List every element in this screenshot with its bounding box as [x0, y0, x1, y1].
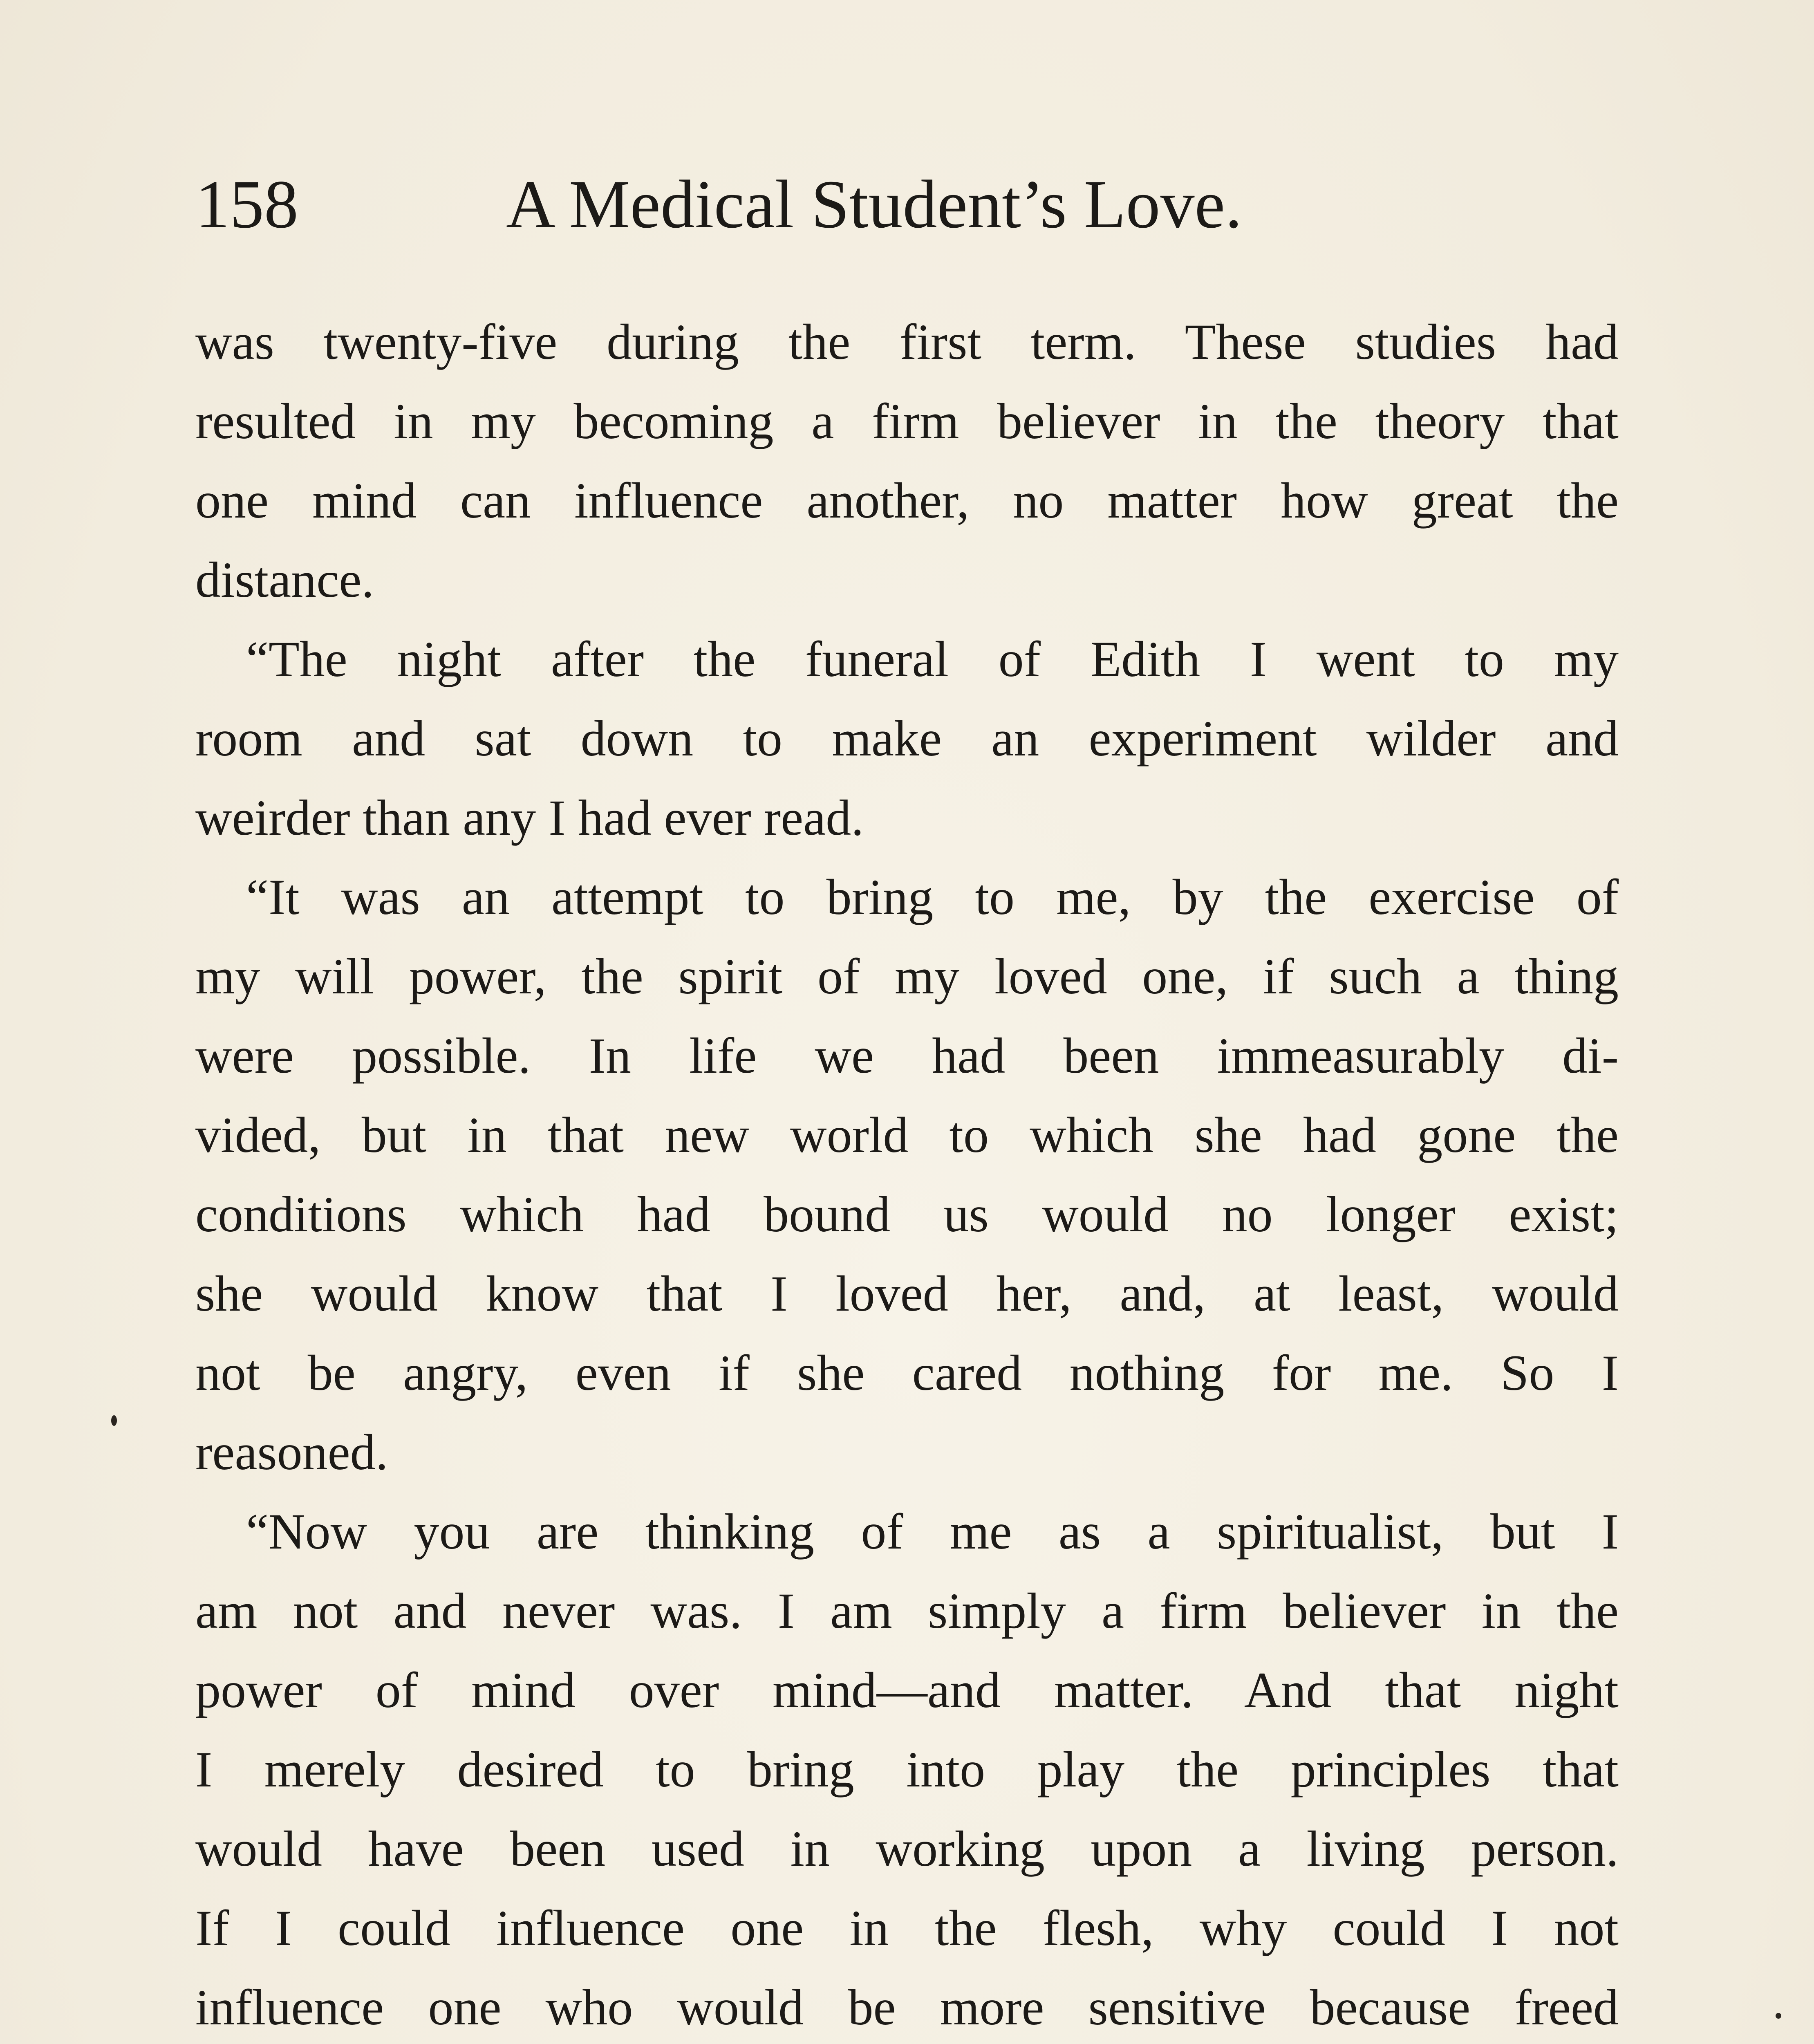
text-line: my will power, the spirit of my loved one, if such a thing — [195, 948, 1619, 1004]
text-line: “The night after the funeral of Edith I went to my — [246, 631, 1619, 687]
text-line: conditions which had bound us would no longer exist; — [195, 1186, 1619, 1242]
text-line: “Now you are thinking of me as a spiritualist, but I — [246, 1504, 1619, 1560]
text-line: power of mind over mind—and matter. And that night — [195, 1662, 1619, 1718]
page-number: 158 — [195, 166, 298, 242]
text-line: weirder than any I had ever read. — [195, 790, 864, 846]
page-header — [195, 164, 1626, 245]
text-line: not be angry, even if she cared nothing for me. So I — [195, 1345, 1619, 1401]
text-line: was twenty-five during the first term. These studies had — [195, 314, 1619, 370]
body-text — [195, 303, 1619, 2044]
text-line: resulted in my becoming a firm believer in the theory that — [195, 393, 1619, 449]
text-line: one mind can influence another, no matter how great the — [195, 473, 1619, 529]
text-line: am not and never was. I am simply a firm believer in the — [195, 1583, 1619, 1639]
text-line: would have been used in working upon a living person. — [195, 1821, 1619, 1877]
text-line: influence one who would be more sensitive because freed — [195, 1979, 1619, 2035]
text-line: If I could influence one in the flesh, why could I not — [195, 1900, 1619, 1956]
text-line: reasoned. — [195, 1424, 388, 1480]
text-line: “It was an attempt to bring to me, by the exercise of — [246, 869, 1619, 925]
text-line: were possible. In life we had been immeasurably di- — [195, 1028, 1619, 1084]
text-line: room and sat down to make an experiment wilder and — [195, 710, 1619, 766]
text-line: I merely desired to bring into play the principles that — [195, 1741, 1619, 1797]
running-title: A Medical Student’s Love. — [506, 166, 1243, 242]
ink-speck — [111, 1415, 117, 1426]
text-line: distance. — [195, 552, 374, 608]
text-line: she would know that I loved her, and, at least, would — [195, 1266, 1619, 1322]
text-line: vided, but in that new world to which she had gone the — [195, 1107, 1619, 1163]
ink-speck — [1776, 2013, 1781, 2019]
